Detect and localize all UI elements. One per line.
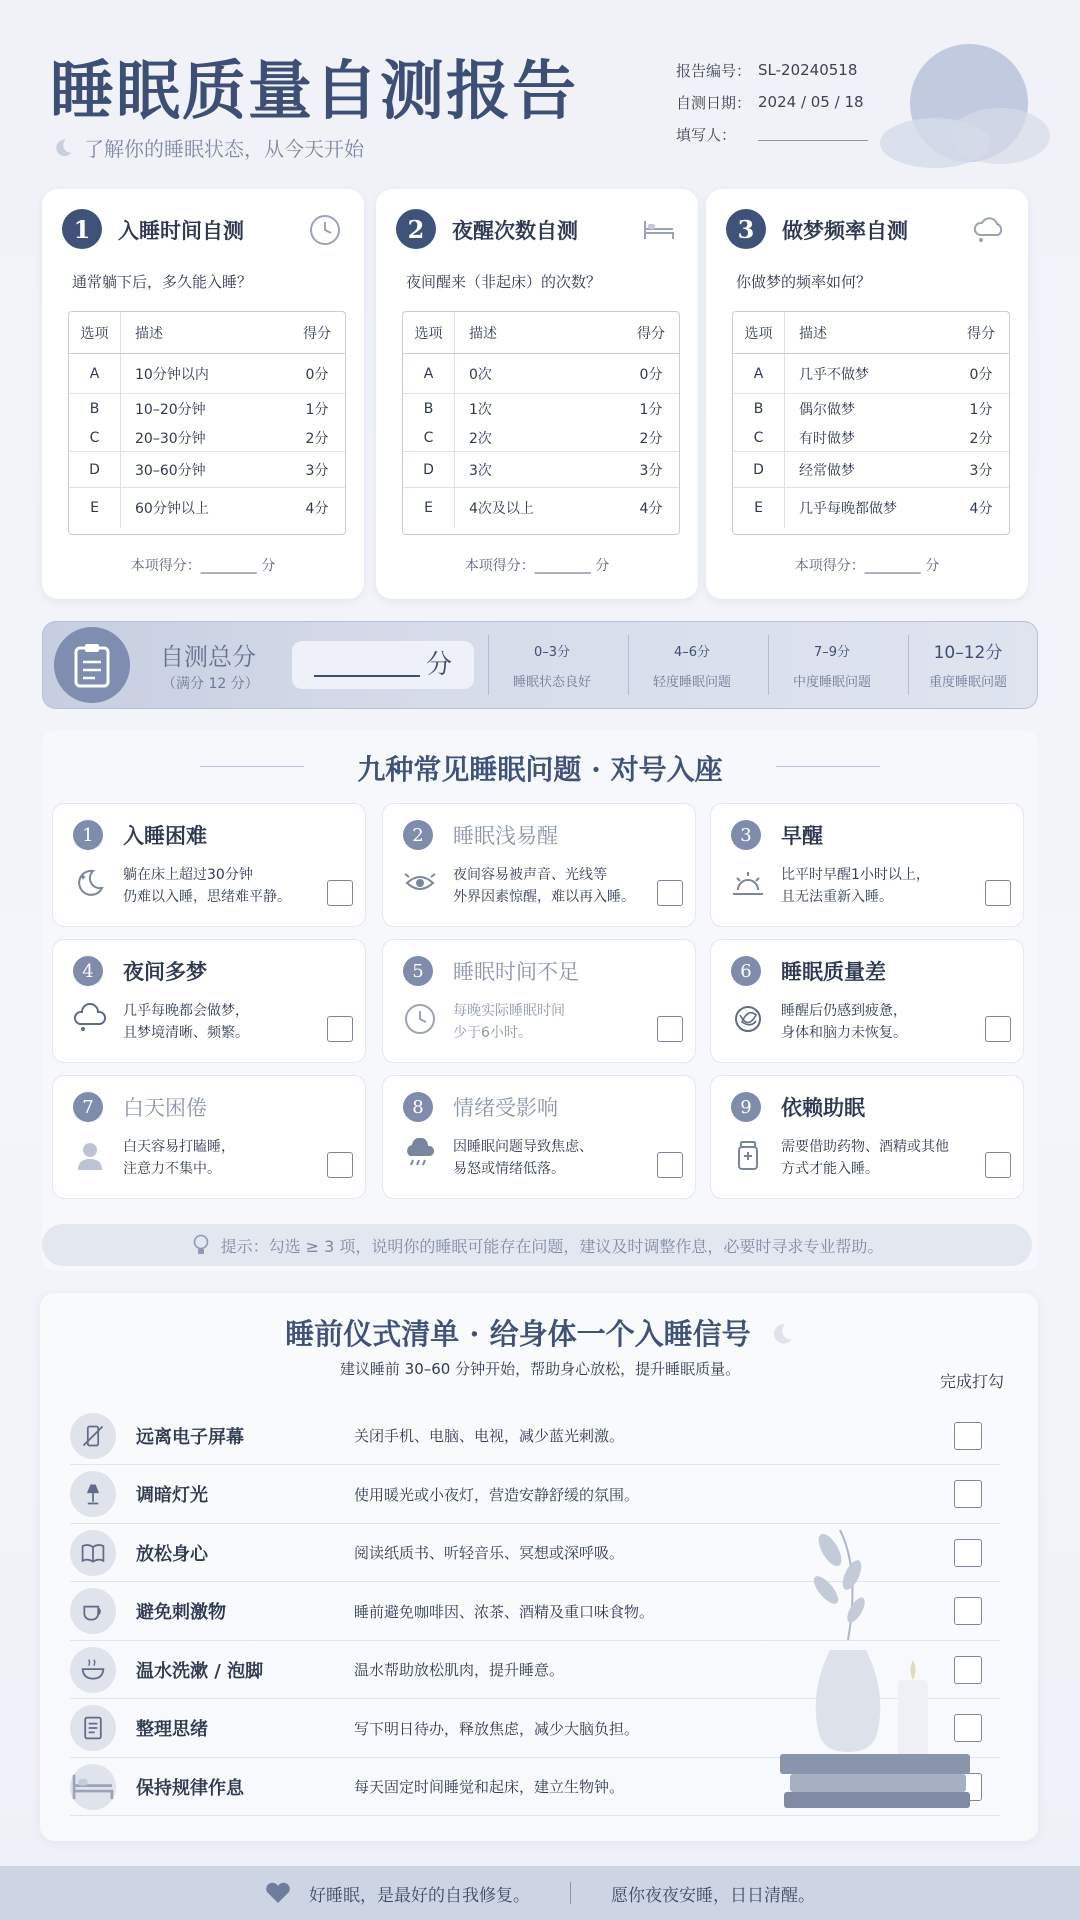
ritual-desc: 每天固定时间睡觉和起床，建立生物钟。 [354, 1778, 625, 1796]
problem-checkbox[interactable] [327, 1152, 353, 1178]
problem-title: 依赖助眠 [781, 1096, 865, 1120]
level-range: 4–6分 [673, 644, 711, 660]
problem-card-5 [382, 939, 696, 1063]
problem-title: 睡眠浅易醒 [453, 824, 558, 848]
problem-desc-line: 每晚实际睡眠时间 [453, 1003, 565, 1019]
test-title: 夜醒次数自测 [452, 219, 578, 243]
report-date: 2024 / 05 / 18 [758, 93, 864, 111]
problem-desc-line: 需要借助药物、酒精或其他 [781, 1139, 949, 1155]
problem-desc [453, 864, 635, 908]
ritual-desc: 睡前避免咖啡因、浓茶、酒精及重口味食物。 [354, 1602, 655, 1621]
page-title: 睡眠质量自测报告 [50, 54, 578, 129]
option-letter: B [69, 394, 121, 424]
option-letter: C [69, 424, 121, 451]
ritual-desc: 温水帮助放松肌肉，提升睡意。 [354, 1661, 565, 1679]
problem-desc [123, 1136, 235, 1180]
column-header: 得分 [637, 325, 665, 342]
total-score-max: （满分 12 分） [162, 676, 259, 692]
problem-desc-line: 且梦境清晰、频繁。 [123, 1025, 249, 1041]
option-score: 1分 [305, 402, 329, 418]
test-question: 通常躺下后，多久能入睡？ [72, 273, 253, 291]
tip-bar [42, 1224, 1032, 1266]
problem-checkbox[interactable] [985, 1152, 1011, 1178]
test-number: 1 [62, 209, 102, 249]
cloud-decoration [950, 108, 1050, 164]
option-score: 4分 [639, 501, 663, 517]
problem-number: 1 [73, 820, 103, 850]
option-desc: 2次 [469, 430, 492, 447]
sunrise-icon [731, 866, 765, 900]
table-row[interactable] [403, 354, 679, 394]
option-letter: B [733, 394, 785, 424]
ritual-checkbox[interactable] [954, 1422, 982, 1450]
meta-label: 填写人： [676, 125, 737, 144]
no-phone-icon [70, 1413, 116, 1459]
table-header [403, 312, 679, 354]
test-card-2 [376, 189, 698, 599]
option-letter: D [733, 452, 785, 487]
problem-desc [781, 1136, 949, 1180]
level-desc: 轻度睡眠问题 [652, 675, 731, 690]
level-desc: 重度睡眠问题 [928, 675, 1007, 690]
option-letter: B [403, 394, 455, 424]
problem-desc-line: 夜间容易被声音、光线等 [453, 867, 607, 883]
ritual-name: 整理思绪 [136, 1719, 208, 1740]
ritual-name: 避免刺激物 [136, 1602, 226, 1623]
level-item [898, 635, 1038, 690]
problem-title: 早醒 [781, 824, 823, 848]
problem-number: 3 [731, 820, 761, 850]
tired-person-icon [73, 1138, 107, 1172]
footer [0, 1866, 1080, 1920]
table-row[interactable] [403, 452, 679, 488]
clipboard-icon [54, 627, 130, 703]
meta-label: 自测日期： [676, 93, 752, 112]
level-item [482, 635, 622, 690]
option-score: 2分 [639, 430, 663, 447]
problem-desc-line: 几乎每晚都会做梦， [123, 1003, 249, 1019]
cup-icon [70, 1588, 116, 1634]
option-desc: 30–60分钟 [135, 462, 206, 479]
tip-text: 提示：勾选 ≥ 3 项，说明你的睡眠可能存在问题，建议及时调整作息，必要时寻求专业帮助。 [220, 1236, 884, 1256]
option-score: 1分 [969, 402, 993, 418]
problem-card-8 [382, 1075, 696, 1199]
table-row[interactable] [733, 452, 1009, 488]
level-item [622, 635, 762, 690]
test-title: 入睡时间自测 [118, 219, 244, 243]
option-desc: 4次及以上 [469, 501, 534, 517]
subtitle-text: 了解你的睡眠状态，从今天开始 [84, 137, 364, 161]
option-desc: 几乎不做梦 [799, 366, 869, 383]
ritual-name: 放松身心 [136, 1543, 208, 1565]
problem-desc-line: 仍难以入睡，思绪难平静。 [123, 889, 291, 905]
problem-desc-line: 睡醒后仍感到疲惫， [781, 1003, 907, 1019]
problem-checkbox[interactable] [657, 1016, 683, 1042]
problem-desc [781, 864, 930, 908]
test-card-3 [706, 189, 1028, 599]
item-score-field[interactable]: 本项得分：________ 分 [130, 558, 276, 574]
done-column-label: 完成打勾 [940, 1372, 1005, 1391]
option-desc: 10–20分钟 [135, 402, 206, 418]
option-score: 0分 [639, 366, 663, 383]
option-desc: 1次 [469, 402, 492, 418]
total-score-label: 自测总分 [160, 643, 256, 671]
ritual-name: 调暗灯光 [136, 1485, 208, 1506]
option-letter: A [69, 354, 121, 393]
ritual-name: 保持规律作息 [136, 1777, 244, 1799]
score-unit: 分 [425, 650, 452, 680]
thought-cloud-icon [972, 213, 1006, 247]
option-letter: A [403, 354, 455, 393]
book-icon [70, 1530, 116, 1576]
table-header [733, 312, 1009, 354]
table-header [69, 312, 345, 354]
crescent-moon-icon [52, 137, 74, 159]
problem-number: 9 [731, 1092, 761, 1122]
option-letter: D [403, 452, 455, 487]
ritual-row [70, 1407, 1000, 1465]
table-row[interactable] [69, 452, 345, 488]
heart-icon [265, 1882, 291, 1904]
bed-icon [70, 1764, 116, 1810]
crescent-moon-icon [769, 1321, 795, 1347]
table-row[interactable] [733, 394, 1009, 424]
column-header: 选项 [403, 312, 455, 353]
option-desc: 20–30分钟 [135, 430, 206, 447]
problem-checkbox[interactable] [327, 1016, 353, 1042]
problem-card-2 [382, 803, 696, 927]
ritual-name: 温水洗漱 / 泡脚 [136, 1660, 264, 1682]
problems-title: 九种常见睡眠问题 · 对号入座 [357, 753, 723, 786]
problem-desc-line: 注意力不集中。 [123, 1161, 221, 1177]
dream-cloud-icon [73, 1002, 107, 1036]
problem-card-7 [52, 1075, 366, 1199]
problem-checkbox[interactable] [327, 880, 353, 906]
level-item [762, 635, 902, 690]
column-header: 得分 [967, 325, 995, 342]
table-row[interactable] [733, 424, 1009, 452]
item-score-field[interactable]: 本项得分：________ 分 [794, 558, 940, 574]
lightbulb-icon [191, 1234, 211, 1256]
level-range: 10–12分 [933, 642, 1003, 663]
option-score: 0分 [305, 366, 329, 383]
clock-icon [308, 213, 342, 247]
option-desc: 10分钟以内 [135, 366, 209, 383]
table-row[interactable] [69, 488, 345, 528]
table-row[interactable] [403, 424, 679, 452]
ritual-desc: 关闭手机、电脑、电视，减少蓝光刺激。 [354, 1427, 625, 1445]
problem-checkbox[interactable] [985, 880, 1011, 906]
problem-card-9 [710, 1075, 1024, 1199]
ritual-title-text: 睡前仪式清单 · 给身体一个入睡信号 [285, 1317, 751, 1351]
option-desc: 60分钟以上 [135, 501, 209, 517]
option-letter: C [403, 424, 455, 451]
lamp-icon [70, 1471, 116, 1517]
filler-name-field[interactable] [758, 127, 868, 141]
footer-right-text: 愿你夜夜安睡，日日清醒。 [611, 1885, 815, 1906]
problem-number: 5 [403, 956, 433, 986]
problem-desc [123, 864, 291, 908]
option-desc: 经常做梦 [799, 462, 855, 479]
item-score-field[interactable]: 本项得分：________ 分 [464, 558, 610, 574]
problem-number: 7 [73, 1092, 103, 1122]
level-desc: 中度睡眠问题 [792, 675, 871, 690]
option-letter: A [733, 354, 785, 393]
page-subtitle [52, 133, 364, 162]
problem-title: 睡眠质量差 [781, 960, 886, 984]
option-letter: E [733, 488, 785, 528]
problem-desc [453, 1136, 593, 1180]
problem-desc-line: 且无法重新入睡。 [781, 889, 893, 905]
problem-desc [781, 1000, 907, 1044]
tangle-icon [731, 1002, 765, 1036]
ritual-desc: 使用暖光或小夜灯，营造安静舒缓的氛围。 [354, 1485, 640, 1504]
problem-title: 夜间多梦 [123, 960, 207, 984]
table-row[interactable] [733, 354, 1009, 394]
column-header: 描述 [469, 325, 497, 342]
column-header: 选项 [69, 312, 121, 353]
problem-number: 8 [403, 1092, 433, 1122]
problem-number: 6 [731, 956, 761, 986]
report-number: SL-20240518 [758, 61, 858, 79]
problem-title: 白天困倦 [123, 1096, 207, 1120]
option-letter: C [733, 424, 785, 451]
option-score: 4分 [305, 501, 329, 517]
problem-title: 入睡困难 [123, 824, 207, 848]
option-desc: 几乎每晚都做梦 [799, 501, 897, 517]
basin-icon [70, 1647, 116, 1693]
problem-title: 睡眠时间不足 [453, 960, 579, 984]
test-card-1 [42, 189, 364, 599]
ritual-subtitle: 建议睡前 30–60 分钟开始，帮助身心放松，提升睡眠质量。 [339, 1360, 741, 1378]
level-range: 7–9分 [813, 644, 851, 660]
total-score-bar [42, 621, 1038, 709]
vase-candle-illustration [770, 1490, 1000, 1810]
test-question: 你做梦的频率如何？ [736, 273, 872, 291]
pill-bottle-icon [731, 1138, 765, 1172]
column-header: 描述 [135, 325, 163, 342]
option-letter: E [69, 488, 121, 528]
meta-label: 报告编号： [676, 61, 752, 80]
problem-desc-line: 少于6小时。 [453, 1025, 532, 1041]
problem-card-4 [52, 939, 366, 1063]
problem-checkbox[interactable] [657, 880, 683, 906]
ritual-title [0, 1312, 1080, 1353]
footer-left-text: 好睡眠，是最好的自我修复。 [309, 1885, 530, 1906]
table-row[interactable] [69, 394, 345, 424]
clock-icon [403, 1002, 437, 1036]
problem-desc-line: 外界因素惊醒，难以再入睡。 [453, 889, 635, 905]
option-desc: 偶尔做梦 [799, 402, 855, 418]
problem-desc-line: 比平时早醒1小时以上， [781, 867, 930, 883]
problem-desc-line: 身体和脑力未恢复。 [781, 1025, 907, 1041]
problem-desc-line: 易怒或情绪低落。 [453, 1161, 565, 1177]
option-score: 3分 [305, 462, 329, 479]
level-range: 0–3分 [533, 644, 571, 660]
column-header: 得分 [303, 325, 331, 342]
score-table [402, 311, 680, 535]
bed-icon [642, 213, 676, 247]
level-desc: 睡眠状态良好 [512, 675, 591, 690]
test-question: 夜间醒来（非起床）的次数？ [406, 273, 602, 291]
table-row[interactable] [69, 424, 345, 452]
score-table [68, 311, 346, 535]
problem-desc-line: 因睡眠问题导致焦虑、 [453, 1139, 593, 1155]
problem-card-6 [710, 939, 1024, 1063]
option-letter: D [69, 452, 121, 487]
option-desc: 3次 [469, 462, 492, 479]
problem-number: 4 [73, 956, 103, 986]
problem-title: 情绪受影响 [453, 1096, 558, 1120]
option-score: 3分 [639, 462, 663, 479]
test-number: 3 [726, 209, 766, 249]
option-letter: E [403, 488, 455, 528]
option-score: 1分 [639, 402, 663, 418]
ritual-name: 远离电子屏幕 [136, 1426, 244, 1448]
moon-stars-icon [73, 866, 107, 900]
test-number: 2 [396, 209, 436, 249]
option-score: 3分 [969, 462, 993, 479]
option-score: 2分 [305, 430, 329, 447]
option-score: 4分 [969, 501, 993, 517]
problem-number: 2 [403, 820, 433, 850]
problem-card-1 [52, 803, 366, 927]
column-header: 描述 [799, 325, 827, 342]
option-desc: 有时做梦 [799, 430, 855, 447]
ritual-desc: 阅读纸质书、听轻音乐、冥想或深呼吸。 [354, 1544, 625, 1562]
problem-card-3 [710, 803, 1024, 927]
option-desc: 0次 [469, 366, 492, 383]
ear-waves-icon [403, 866, 437, 900]
problem-desc-line: 白天容易打瞌睡， [123, 1139, 235, 1155]
option-score: 2分 [969, 430, 993, 447]
divider [570, 1882, 571, 1904]
problem-desc [453, 1000, 565, 1044]
column-header: 选项 [733, 312, 785, 353]
checklist-icon [70, 1705, 116, 1751]
problem-checkbox[interactable] [985, 1016, 1011, 1042]
table-row[interactable] [403, 488, 679, 528]
total-score-field[interactable] [292, 641, 474, 689]
problem-desc-line: 躺在床上超过30分钟 [123, 867, 253, 883]
problem-desc-line: 方式才能入睡。 [781, 1161, 879, 1177]
test-title: 做梦频率自测 [782, 219, 908, 243]
table-row[interactable] [733, 488, 1009, 528]
rain-cloud-icon [403, 1138, 437, 1172]
report-meta [676, 54, 890, 154]
table-row[interactable] [69, 354, 345, 394]
score-table [732, 311, 1010, 535]
problem-checkbox[interactable] [657, 1152, 683, 1178]
table-row[interactable] [403, 394, 679, 424]
option-score: 0分 [969, 366, 993, 383]
problem-desc [123, 1000, 249, 1044]
ritual-desc: 写下明日待办，释放焦虑，减少大脑负担。 [354, 1719, 640, 1738]
